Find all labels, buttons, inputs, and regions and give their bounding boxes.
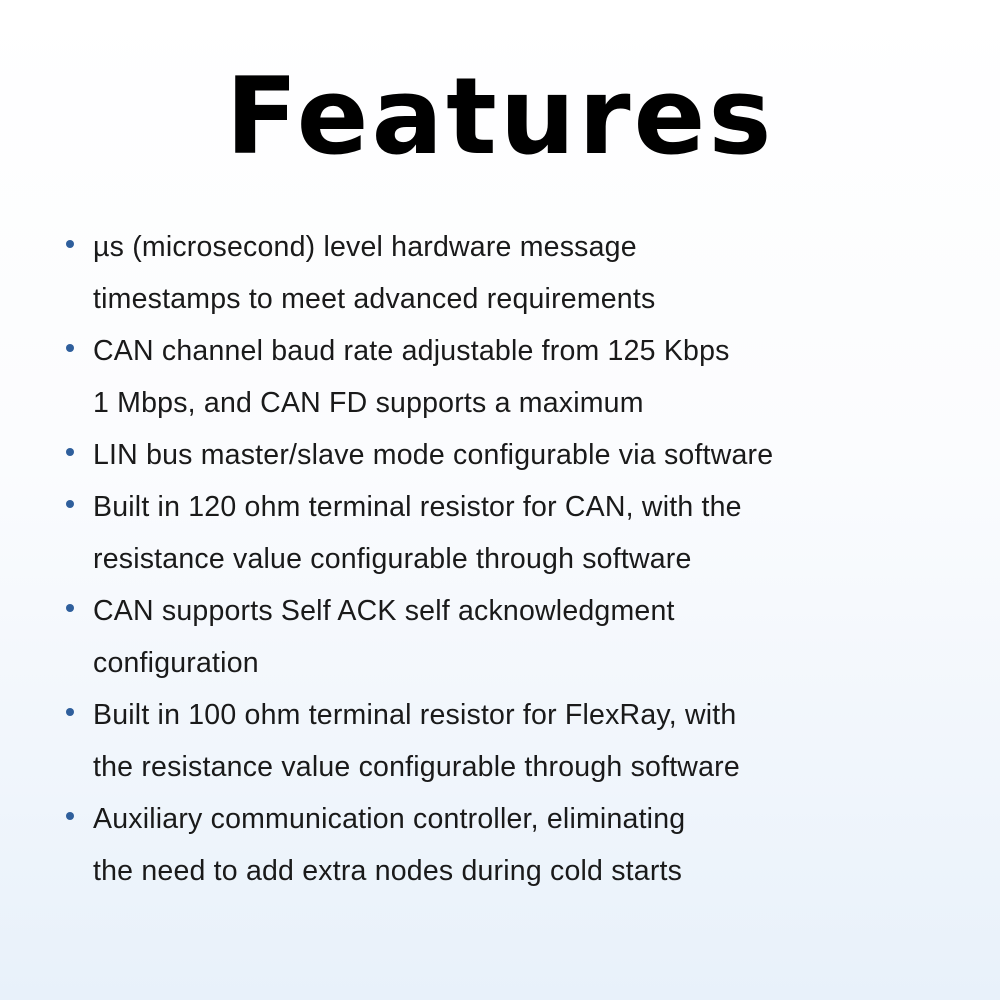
feature-text: CAN channel baud rate adjustable from 125 Kbps <box>93 335 730 367</box>
feature-list <box>66 221 966 897</box>
feature-text: Auxiliary communication controller, eliminating <box>93 803 686 835</box>
feature-item <box>66 689 966 793</box>
feature-item <box>66 585 966 689</box>
feature-text: the need to add extra nodes during cold starts <box>93 855 683 887</box>
bullet-icon <box>66 500 74 508</box>
bullet-icon <box>66 604 74 612</box>
feature-text: the resistance value configurable through software <box>93 751 740 783</box>
feature-text: Built in 100 ohm terminal resistor for FlexRay, with <box>93 699 737 731</box>
feature-item <box>66 793 966 897</box>
bullet-icon <box>66 812 74 820</box>
feature-text: µs (microsecond) level hardware message <box>93 231 637 263</box>
feature-item <box>66 325 966 429</box>
feature-text: Built in 120 ohm terminal resistor for CAN, with the <box>93 491 742 523</box>
feature-text: LIN bus master/slave mode configurable via software <box>93 439 774 471</box>
feature-text: CAN supports Self ACK self acknowledgment <box>93 595 675 627</box>
feature-text: timestamps to meet advanced requirements <box>93 283 656 315</box>
bullet-icon <box>66 448 74 456</box>
bullet-icon <box>66 344 74 352</box>
feature-item <box>66 429 966 481</box>
feature-text: 1 Mbps, and CAN FD supports a maximum <box>93 387 644 419</box>
bullet-icon <box>66 240 74 248</box>
bullet-icon <box>66 708 74 716</box>
feature-item <box>66 221 966 325</box>
page-title: Features <box>225 55 775 178</box>
feature-item <box>66 481 966 585</box>
feature-text: configuration <box>93 647 259 679</box>
feature-text: resistance value configurable through software <box>93 543 692 575</box>
